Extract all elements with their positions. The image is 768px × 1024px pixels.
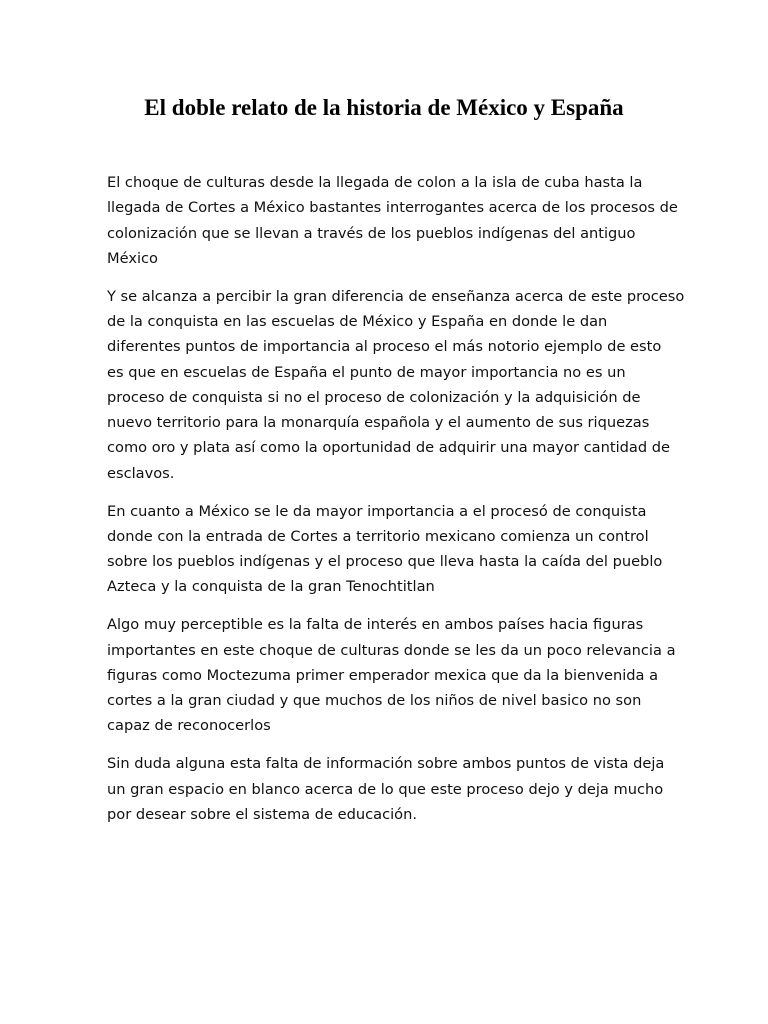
text-line: por desear sobre el sistema de educación.	[107, 805, 417, 823]
text-line: capaz de reconocerlos	[107, 717, 271, 735]
text-line: Sin duda alguna esta falta de información sobre ambos puntos de vista deja	[107, 755, 665, 773]
paragraph-4	[107, 612, 676, 738]
text-line: sobre los pueblos indígenas y el proceso que lleva hasta la caída del pueblo	[107, 553, 663, 571]
text-line: importantes en este choque de culturas donde se les da un poco relevancia a	[107, 641, 676, 659]
text-line: México	[107, 249, 158, 267]
text-line: un gran espacio en blanco acerca de lo que este proceso dejo y deja mucho	[107, 780, 664, 798]
text-line: es que en escuelas de España el punto de mayor importancia no es un	[107, 363, 626, 381]
text-line: esclavos.	[107, 464, 175, 482]
paragraph-1	[107, 170, 678, 271]
text-line: cortes a la gran ciudad y que muchos de los niños de nivel basico no son	[107, 692, 642, 710]
text-line: diferentes puntos de importancia al proceso el más notorio ejemplo de esto	[107, 338, 662, 356]
paragraph-5	[107, 751, 667, 827]
paragraph-2	[107, 284, 685, 486]
text-line: proceso de conquista si no el proceso de colonización y la adquisición de	[107, 388, 641, 406]
text-line: En cuanto a México se le da mayor importancia a el procesó de conquista	[107, 502, 647, 520]
text-line: Algo muy perceptible es la falta de interés en ambos países hacia figuras	[107, 616, 644, 634]
text-line: nuevo territorio para la monarquía española y el aumento de sus riquezas	[107, 414, 650, 432]
text-line: Y se alcanza a percibir la gran diferencia de enseñanza acerca de este proceso	[107, 287, 685, 305]
text-line: como oro y plata así como la oportunidad de adquirir una mayor cantidad de	[107, 439, 671, 457]
paragraph-3	[107, 499, 667, 600]
text-line: donde con la entrada de Cortes a territorio mexicano comienza un control	[107, 527, 649, 545]
text-line: figuras como Moctezuma primer emperador mexica que da la bienvenida a	[107, 666, 659, 684]
document-body	[107, 170, 685, 840]
text-line: de la conquista en las escuelas de México y España en donde le dan	[107, 312, 608, 330]
text-line: Azteca y la conquista de la gran Tenochtitlan	[107, 578, 435, 596]
document-title: El doble relato de la historia de México y España	[144, 95, 624, 120]
text-line: llegada de Cortes a México bastantes interrogantes acerca de los procesos de	[107, 199, 678, 217]
text-line: El choque de culturas desde la llegada de colon a la isla de cuba hasta la	[107, 174, 643, 191]
text-line: colonización que se llevan a través de los pueblos indígenas del antiguo	[107, 224, 636, 242]
